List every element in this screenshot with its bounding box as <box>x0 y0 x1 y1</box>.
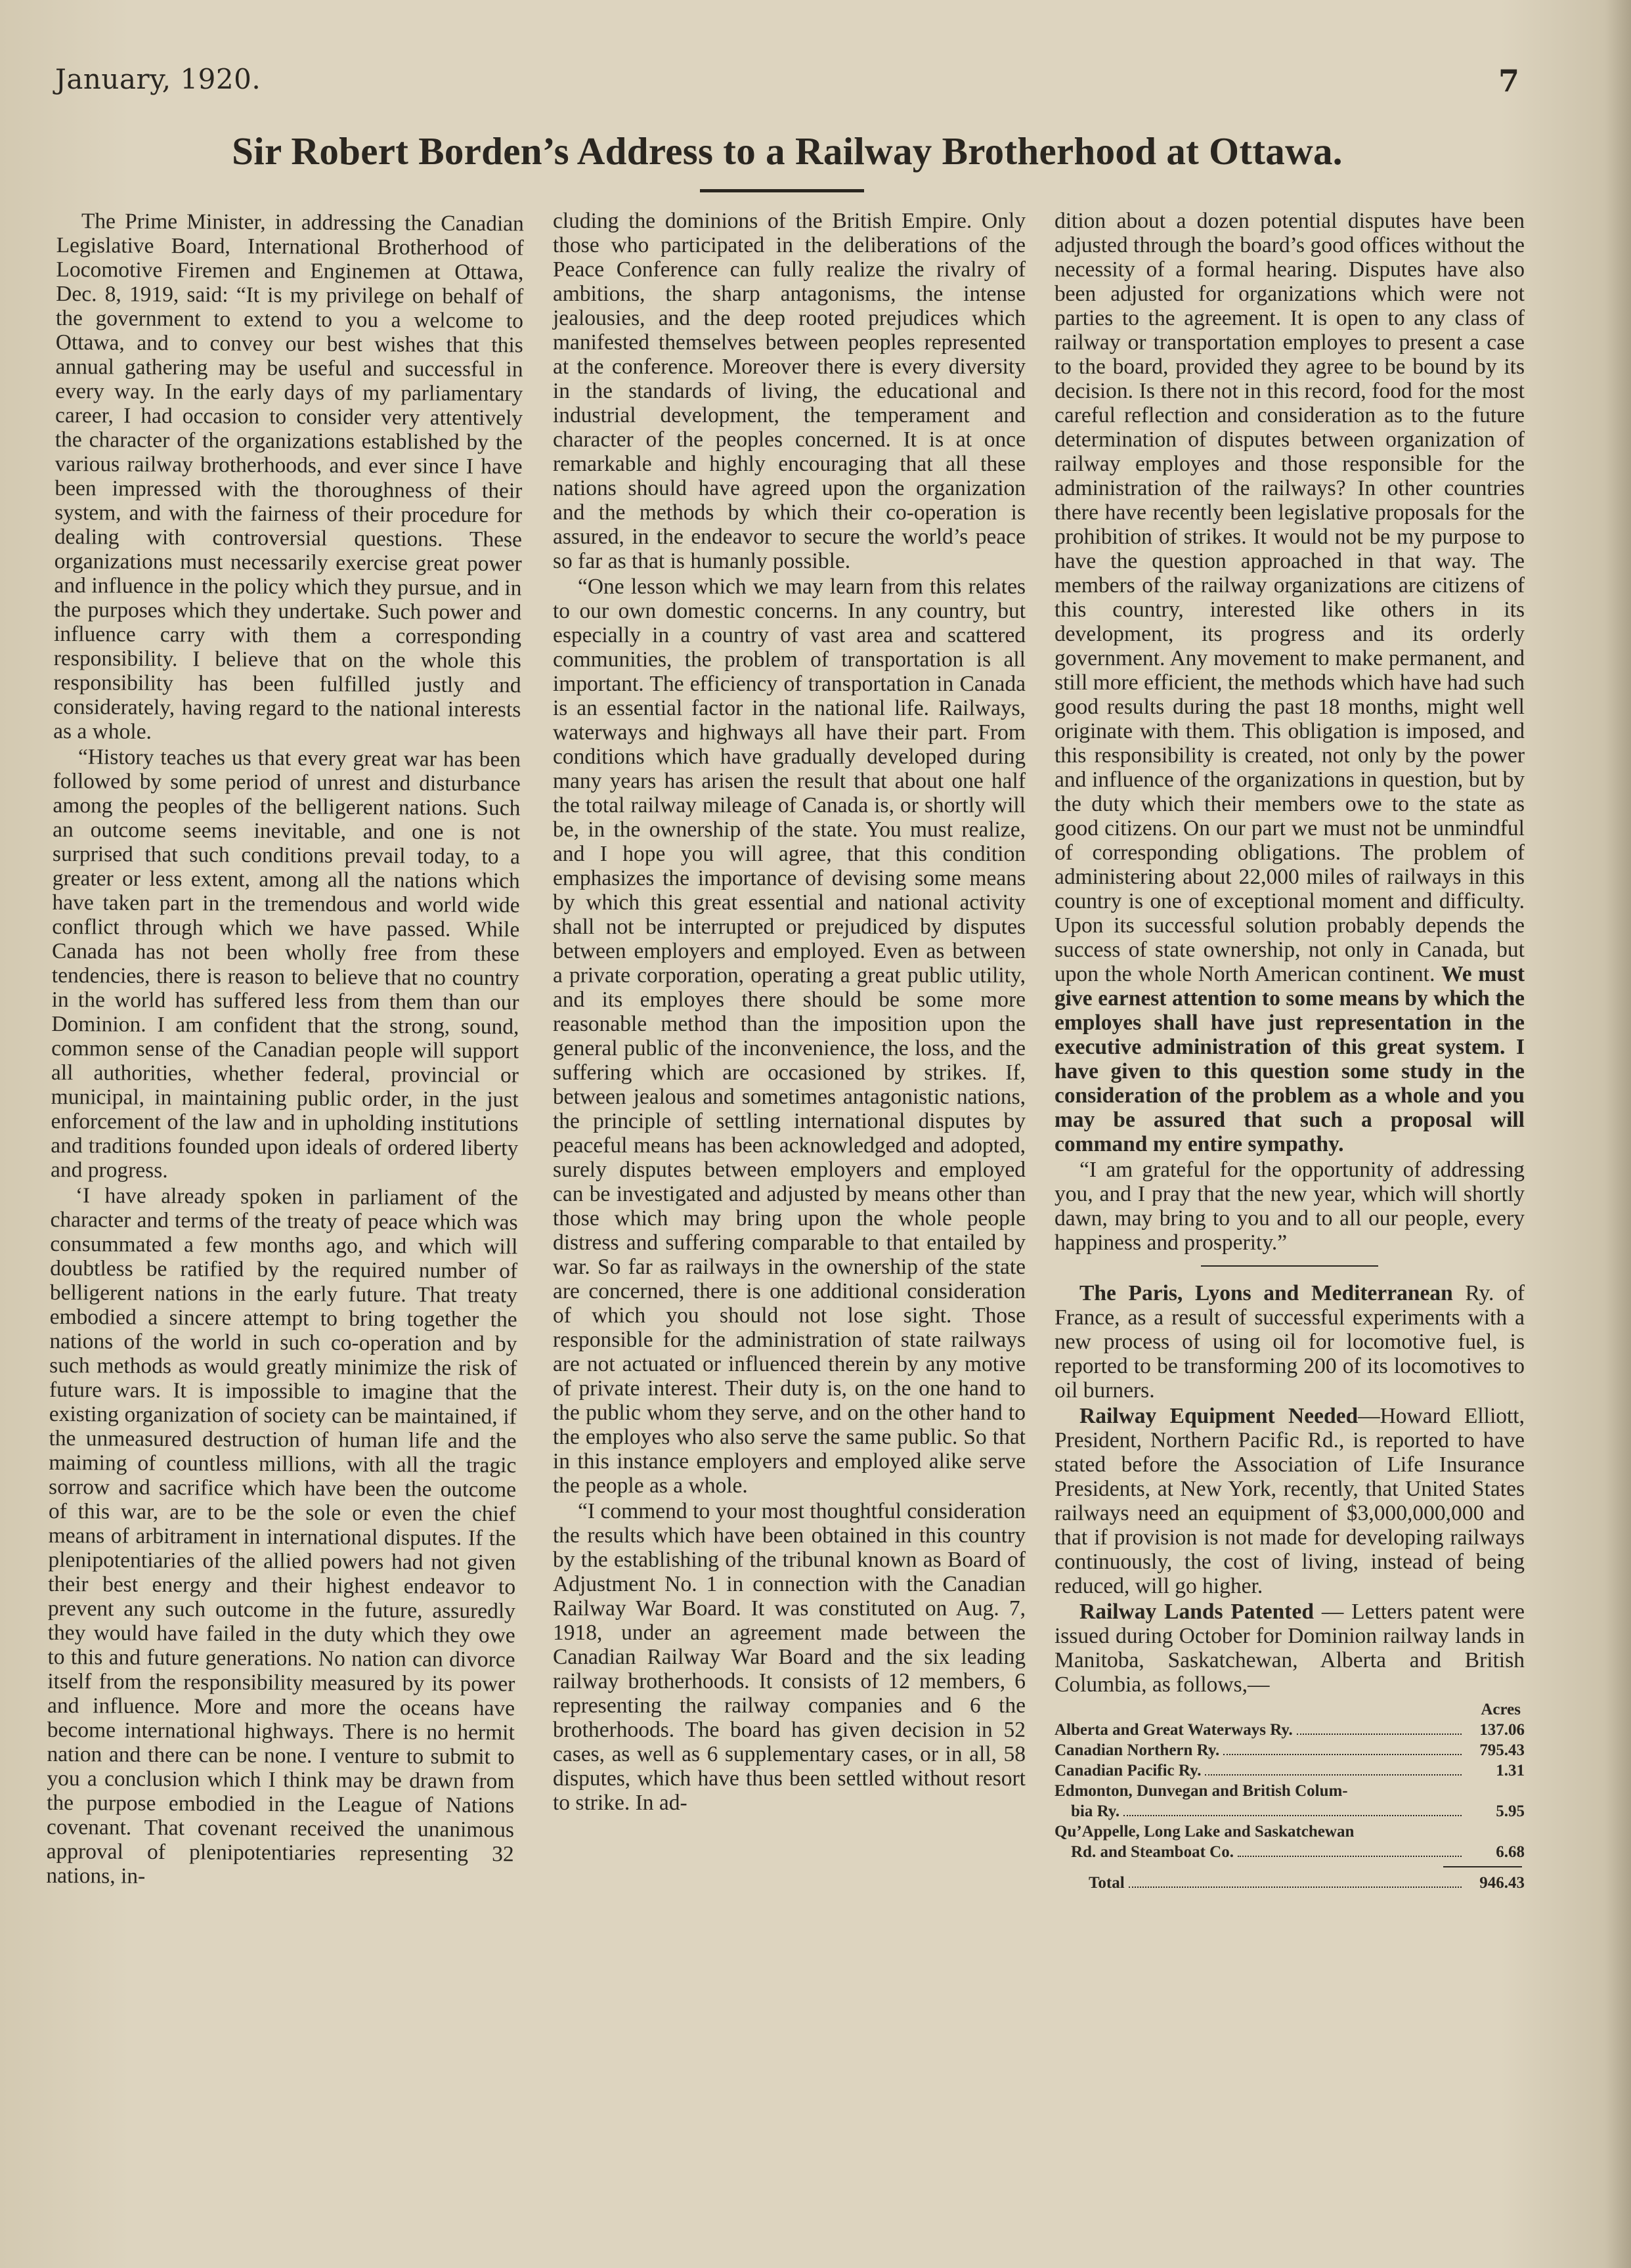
page-edge-shadow <box>1605 0 1631 2268</box>
article-paragraph: ‘I have already spoken in parliament of the character and terms of the treaty of peace which was consummated a few months ago, and which will doubtless be ratified by the required number of belligerent nations in the early future. That treaty embodied a sincere attempt to bring together the nations of the world in such co-operation and by such methods as would greatly minimize the risk of future wars. It is impossible to imagine that the existing organization of society can be maintained, if the unmeasured destruction of human life and the maiming of countless millions, with all the tragic sorrow and sacrifice which have been the outcome of this war, are to be the sole or even the chief means of arbitrament in international disputes. If the plenipotentiaries of the allied powers had not given their best energy and their highest endeavor to prevent any such outcome in the future, assuredly they would have failed in the duty which they owe to this and future generations. No nation can divorce itself from the responsibility measured by its power and influence. More and more the oceans have become international highways. There is no hermit nation and there can be none. I venture to submit to you a conclusion which I think may be drawn from the purpose embodied in the League of Nations covenant. That covenant received the unanimous approval of plenipotentiaries representing 32 nations, in- <box>46 1183 518 1888</box>
brief-paragraph <box>1055 1281 1525 1403</box>
acres-value: 6.68 <box>1496 1843 1525 1861</box>
table-row <box>1055 1842 1525 1862</box>
table-unit-header: Acres <box>1481 1701 1521 1718</box>
article-paragraph: “I am grateful for the opportunity of addressing you, and I pray that the new year, which will shortly dawn, may bring to you and to all our people, every happiness and prosperity.” <box>1055 1158 1525 1255</box>
total-label: Total <box>1089 1874 1125 1892</box>
acres-value: 1.31 <box>1496 1762 1525 1779</box>
leader-dots <box>1238 1856 1462 1857</box>
issue-date: January, 1920. <box>55 63 261 95</box>
table-row <box>1055 1740 1525 1760</box>
brief-paragraph <box>1055 1404 1525 1598</box>
article-column-1 <box>46 209 524 1890</box>
page-number: 7 <box>1498 63 1519 98</box>
article-paragraph: “One lesson which we may learn from this relates to our own domestic concerns. In any country, but especially in a country of vast area and scattered communities, the problem of transportation is all important. The efficiency of transportation in Canada is an essential factor in the national life. Railways, waterways and highways all have their part. From conditions which have gradually developed during many years has arisen the result that about one half the total railway mileage of Canada is, or shortly will be, in the ownership of the state. You must realize, and I hope you will agree, that this condition emphasizes the importance of devising some means by which this great essential and national activity shall not be interrupted or prejudiced by disputes between employers and employed. Even as between a private corporation, operating a great public utility, and its employes there should be some more reasonable method than the imposition upon the general public of the inconvenience, the loss, and the suffering which are occasioned by strikes. If, between jealous and sometimes antagonistic nations, the principle of settling international disputes by peaceful means has been acknowledged and adopted, surely disputes between employers and employed can be investigated and adjusted by means other than those which may bring upon the whole people distress and suffering comparable to that entailed by war. So far as railways in the ownership of the state are concerned, there is one additional consideration of which you should not lose sight. Those responsible for the administration of state railways are not actuated or influenced therein by any motive of private interest. Their duty is, on the one hand to the public whom they serve, and on the other hand to the employes who also serve the same public. So that in this instance employers and employed alike serve the people as a whole. <box>553 575 1026 1498</box>
brief-text: Ry. of France, as a result of successful experiments with a new process of using oil for locomotive fuel, is reported to be transforming 200 of its locomotives to oil burners. <box>1055 1281 1525 1403</box>
total-value: 946.43 <box>1479 1874 1525 1892</box>
brief-lead: Railway Equipment Needed <box>1079 1404 1359 1428</box>
article-paragraph: “History teaches us that every great war has been followed by some period of unrest and disturbance among the peoples of the belligerent nations. Such an outcome seems inevitable, and one is not surprised that such conditions prevail today, to a greater or less extent, among all the nations which have taken part in the tremendous and world wide conflict through which we have passed. While Canada has not been wholly free from these tendencies, there is reason to believe that no country in the world has suffered less from them than our Dominion. I am confident that the strong, sound, common sense of the Canadian people will support all authorities, whether federal, provincial or municipal, in maintaining public order, in the just enforcement of the law and in upholding institutions and traditions founded upon ideals of ordered liberty and progress. <box>50 745 521 1183</box>
table-row <box>1055 1760 1525 1781</box>
acres-value: 137.06 <box>1479 1721 1525 1739</box>
title-rule <box>700 189 864 192</box>
table-row <box>1055 1801 1525 1821</box>
article-column-3 <box>1055 209 1525 1893</box>
leader-dots <box>1205 1774 1462 1776</box>
article-paragraph: “I commend to your most thoughtful consideration the results which have been obtained in this country by the establishing of the tribunal known as Board of Adjustment No. 1 in connection with the Canadian Railway War Board. It was constituted on Aug. 7, 1918, under an agreement made between the Canadian Railway War Board and the six leading railway brotherhoods. It consists of 12 members, 6 representing the railway companies and 6 the brotherhoods. The board has given decision in 52 cases, as well as 6 supplementary cases, or in all, 58 disputes, which have thus been settled without resort to strike. In ad- <box>553 1499 1026 1815</box>
leader-dots <box>1297 1734 1462 1735</box>
article-paragraph: The Prime Minister, in addressing the Canadian Legislative Board, International Brotherhood of Locomotive Firemen and Enginemen at Ottawa, Dec. 8, 1919, said: “It is my privilege on behalf of the government to extend to you a welcome to Ottawa, and to convey our best wishes that this annual gathering may be useful and successful in every way. In the early days of my parliamentary career, I had occasion to consider very attentively the character of the organizations established by the various railway brotherhoods, and ever since I have been impressed with the thoroughness of their system, and with the fairness of their procedure for dealing with controversial questions. These organizations must necessarily exercise great power and influence in the policy which they pursue, and in the purposes which they undertake. Such power and influence carry with them a corresponding responsibility. I believe that on the whole this responsibility has been fulfilled justly and considerately, having regard to the national interests as a whole. <box>53 209 524 744</box>
table-rows <box>1055 1720 1525 1862</box>
running-head <box>55 63 1519 109</box>
brief-lead: The Paris, Lyons and Mediterranean <box>1079 1281 1453 1305</box>
article-title: Sir Robert Borden’s Address to a Railway Brotherhood at Ottawa. <box>232 129 1343 173</box>
railway-name: Qu’Appelle, Long Lake and Saskatchewan <box>1055 1823 1355 1841</box>
table-total-row <box>1055 1873 1525 1893</box>
brief-text: — Letters patent were issued during October for Dominion railway lands in Manitoba, Saskatchewan, Alberta and British Columbia, as follows,— <box>1055 1600 1525 1697</box>
brief-paragraph <box>1055 1600 1525 1697</box>
railway-name: bia Ry. <box>1055 1802 1120 1820</box>
railway-name: Edmonton, Dunvegan and British Colum- <box>1055 1782 1348 1800</box>
table-row <box>1055 1781 1525 1801</box>
article-paragraph <box>1055 209 1525 1156</box>
railway-name: Alberta and Great Waterways Ry. <box>1055 1721 1293 1739</box>
article-column-2 <box>553 209 1026 1815</box>
acres-value: 795.43 <box>1479 1741 1525 1759</box>
railway-name: Canadian Pacific Ry. <box>1055 1762 1202 1779</box>
brief-text: —Howard Elliott, President, Northern Pacific Rd., is reported to have stated before the Association of Life Insurance Presidents, at New York, recently, that United States railways need an equipment of $3,000,000,000 and that if provision is not made for developing railways continuously, the cost of living, instead of being reduced, will go higher. <box>1055 1404 1525 1598</box>
table-row <box>1055 1720 1525 1740</box>
article-text: dition about a dozen potential disputes have been adjusted through the board’s good offices without the necessity of a formal hearing. Disputes have also been adjusted for organizations which were not parties to the agreement. It is open to any class of railway or transportation employes to present a case to the board, provided they agree to be bound by its decision. Is there not in this record, food for the most careful reflection and consideration as to the future determination of disputes between organization of railway employes and those responsible for the administration of the railways? In other countries there have recently been legislative proposals for the prohibition of strikes. It would not be my purpose to have the question approached in that way. The members of the railway organizations are citizens of this country, interested like others in its development, its progress and its orderly government. Any movement to make permanent, and still more efficient, the methods which have had such good results during the past 18 months, might well originate with them. This obligation is imposed, and this responsibility is created, not only by the power and influence of the organizations in question, but by the duty which their members owe to the state as good citizens. On our part we must not be unmindful of corresponding obligations. The problem of administering about 22,000 miles of railways in this country is one of exceptional moment and difficulty. Upon its successful solution probably depends the success of state ownership, not only in Canada, but upon the whole North American continent. <box>1055 209 1525 986</box>
section-divider <box>1201 1265 1378 1267</box>
table-row <box>1055 1821 1525 1842</box>
leader-dots <box>1123 1815 1462 1816</box>
total-rule <box>1443 1866 1522 1867</box>
leader-dots <box>1223 1754 1462 1755</box>
land-patent-table <box>1055 1699 1525 1893</box>
article-paragraph: cluding the dominions of the British Empire. Only those who participated in the deliberations of the Peace Conference can fully realize the rivalry of ambitions, the sharp antagonisms, the intense jealousies, and the deep rooted prejudices which manifested themselves between peoples represented at the conference. Moreover there is every diversity in the standards of living, the educational and industrial development, the temperament and character of the peoples concerned. It is at once remarkable and highly encouraging that all these nations should have agreed upon the organization and the methods by which their co-operation is assured, in the endeavor to secure the world’s peace so far as that is humanly possible. <box>553 209 1026 573</box>
railway-name: Rd. and Steamboat Co. <box>1055 1843 1234 1861</box>
leader-dots <box>1129 1886 1462 1888</box>
acres-value: 5.95 <box>1496 1802 1525 1820</box>
article-bold-text: We must give earnest attention to some means by which the employes shall have just representation in the executive administration of this great system. I have given to this question some study in the consideration of the problem as a whole and you may be assured that such a proposal will command my entire sympathy. <box>1055 962 1525 1156</box>
railway-name: Canadian Northern Ry. <box>1055 1741 1220 1759</box>
brief-lead: Railway Lands Patented <box>1079 1600 1314 1624</box>
